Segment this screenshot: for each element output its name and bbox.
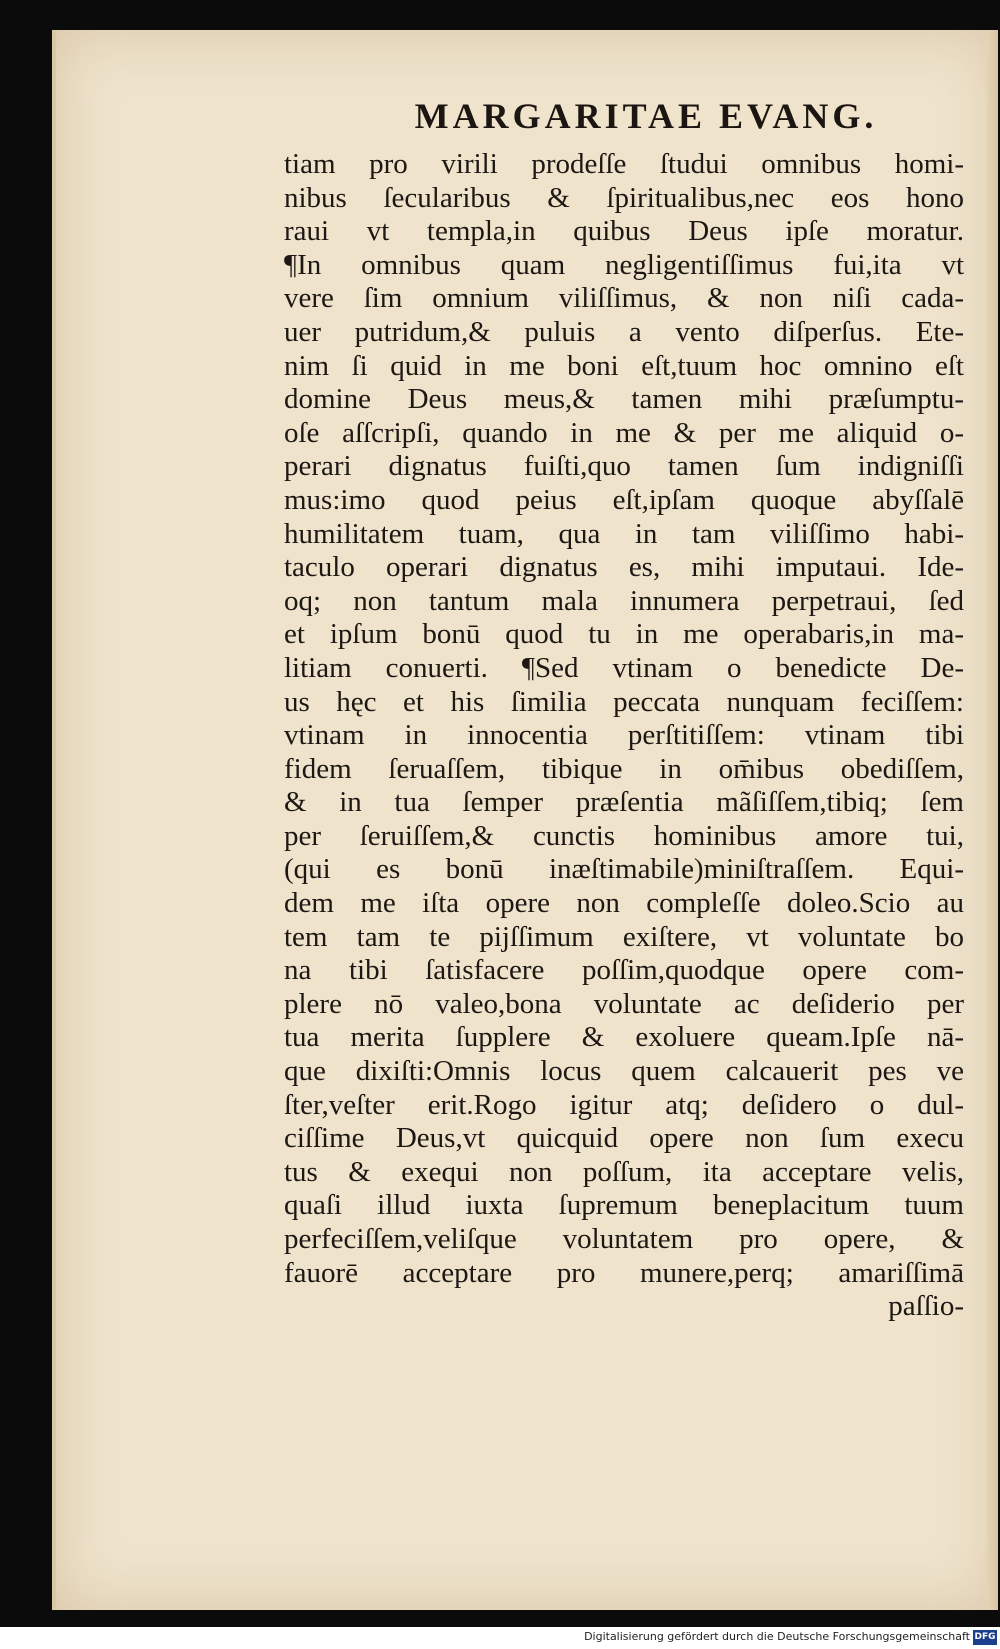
text-line: tus & exequi non poſſum, ita acceptare velis, (284, 1155, 964, 1188)
book-page (52, 30, 998, 1610)
text-line: (qui es bonū inæſtimabile)miniſtraſſem. Equi- (284, 853, 964, 886)
text-line: nibus ſecularibus & ſpiritualibus,nec eos hono (284, 181, 964, 214)
text-line: fauorē acceptare pro munere,perq; amariſſimā (284, 1256, 964, 1289)
text-line: taculo operari dignatus es, mihi imputaui. Ide- (284, 551, 964, 584)
text-line: oq; non tantum mala innumera perpetraui, ſed (284, 584, 964, 617)
text-line: nim ſi quid in me boni eſt,tuum hoc omnino eſt (284, 349, 964, 382)
text-line: tem tam te pijſſimum exiſtere, vt voluntate bo (284, 920, 964, 953)
text-line: perfeciſſem,veliſque voluntatem pro opere, & (284, 1223, 964, 1255)
text-line: quaſi illud iuxta ſupremum beneplacitum tuum (284, 1189, 964, 1222)
funding-credit: Digitalisierung gefördert durch die Deutsche Forschungsgemeinschaft (584, 1630, 970, 1643)
text-line: dem me iſta opere non compleſſe doleo.Scio au (284, 887, 964, 920)
text-line: na tibi ſatisfacere poſſim,quodque opere com- (284, 954, 964, 987)
text-line: per ſeruiſſem,& cunctis hominibus amore tui, (284, 819, 964, 852)
text-line: ¶In omnibus quam negligentiſſimus fui,ita vt (284, 248, 964, 281)
text-line: litiam conuerti. ¶Sed vtinam o benedicte De- (284, 651, 964, 684)
text-line: uer putridum,& puluis a vento diſperſus. Ete- (284, 315, 964, 348)
text-line: & in tua ſemper præſentia mãſiſſem,tibiq; ſem (284, 786, 964, 819)
text-line: oſe aſſcripſi, quando in me & per me aliquid o- (284, 416, 964, 449)
text-line: perari dignatus fuiſti,quo tamen ſum indigniſſi (284, 450, 964, 483)
text-block (284, 148, 964, 1324)
text-line: fidem ſeruaſſem, tibique in om̄ibus obediſſem, (284, 752, 964, 785)
text-line: us hęc et his ſimilia peccata nunquam feciſſem: (284, 685, 964, 718)
text-line: mus:imo quod peius eſt,ipſam quoque abyſſalē (284, 483, 964, 516)
running-head: MARGARITAE EVANG. (414, 96, 878, 136)
text-line: paſſio- (888, 1290, 964, 1323)
text-line: vtinam in innocentia perſtitiſſem: vtinam tibi (284, 719, 964, 752)
page-edge (986, 30, 998, 1610)
text-line: ciſſime Deus,vt quicquid opere non ſum execu (284, 1122, 964, 1155)
text-line: humilitatem tuam, qua in tam viliſſimo habi- (284, 517, 964, 550)
text-line: tua merita ſupplere & exoluere queam.Ipſe nā- (284, 1021, 964, 1054)
text-line: ſter,veſter erit.Rogo igitur atq; deſidero o dul- (284, 1088, 964, 1121)
text-line: tiam pro virili prodeſſe ſtudui omnibus homi- (284, 148, 964, 180)
text-line: vere ſim omnium viliſſimus, & non niſi cada- (284, 282, 964, 315)
text-line: plere nō valeo,bona voluntate ac deſiderio per (284, 987, 964, 1020)
text-line: domine Deus meus,& tamen mihi præſumptu- (284, 383, 964, 416)
dfg-logo-icon: DFG (973, 1630, 997, 1645)
footer-bar (0, 1627, 1000, 1649)
text-line: que dixiſti:Omnis locus quem calcauerit pes ve (284, 1055, 964, 1088)
text-line: et ipſum bonū quod tu in me operabaris,in ma- (284, 618, 964, 651)
text-line: raui vt templa,in quibus Deus ipſe moratur. (284, 215, 964, 248)
